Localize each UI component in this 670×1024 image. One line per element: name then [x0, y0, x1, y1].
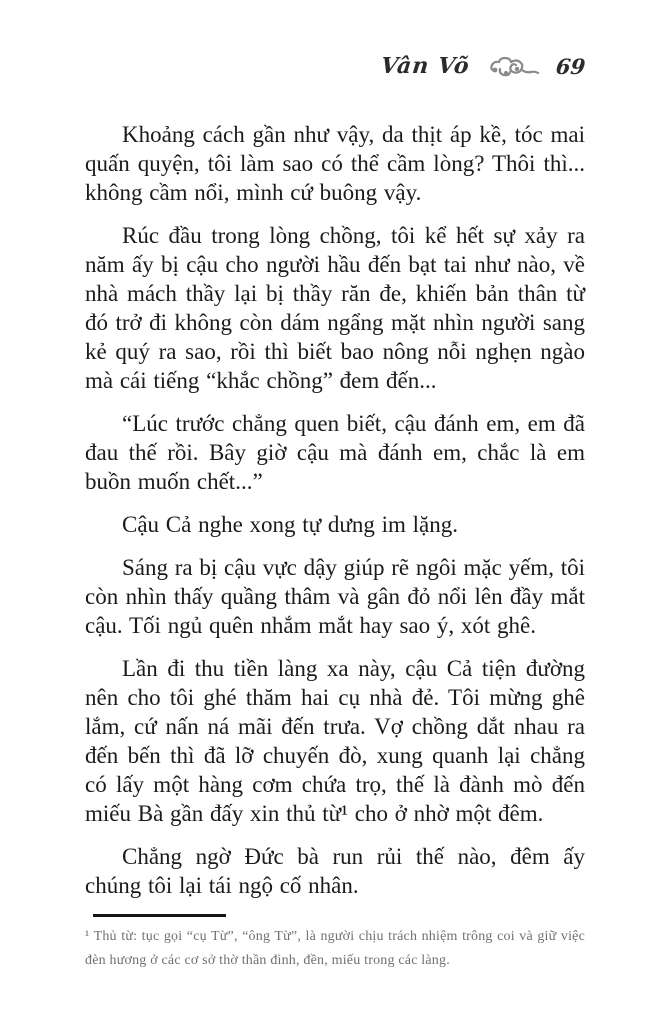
paragraph: Khoảng cách gần như vậy, da thịt áp kề, tóc mai quấn quyện, tôi làm sao có thể cầm lòng? Thôi thì... không cầm nổi, mình cứ buông vậy.: [85, 122, 585, 205]
footnote-rule: [93, 914, 226, 917]
running-title: Vân Võ: [379, 53, 472, 79]
paragraph: Sáng ra bị cậu vực dậy giúp rẽ ngôi mặc yếm, tôi còn nhìn thấy quầng thâm và gân đỏ nổi lên đầy mắt cậu. Tối ngủ quên nhắm mắt hay sao ý, xót ghê.: [85, 555, 585, 638]
footnote-block: [85, 914, 585, 973]
footnote-text: ¹ Thủ từ: tục gọi “cụ Từ”, “ông Từ”, là người chịu trách nhiệm trông coi và giữ việc đèn hương ở các cơ sở thờ thần đình, đền, miếu trong các làng.: [85, 929, 585, 968]
page-number: 69: [554, 53, 587, 79]
body-text: [85, 120, 585, 900]
page-header: [0, 0, 670, 82]
paragraph: Chẳng ngờ Đức bà run rủi thế nào, đêm ấy chúng tôi lại tái ngộ cố nhân.: [85, 844, 585, 898]
paragraph: “Lúc trước chẳng quen biết, cậu đánh em, em đã đau thế rồi. Bây giờ cậu mà đánh em, chắc là em buồn muốn chết...”: [85, 411, 585, 494]
cloud-scroll-ornament-icon: [486, 51, 540, 81]
paragraph: Cậu Cả nghe xong tự dưng im lặng.: [122, 512, 459, 537]
paragraph: Rúc đầu trong lòng chồng, tôi kể hết sự xảy ra năm ấy bị cậu cho người hầu đến bạt tai như nào, về nhà mách thầy lại bị thầy răn đe, khiến bản thân từ đó trở đi không còn dám ngẩng mặt nhìn người sang kẻ quý ra sao, rồi thì biết bao nông nỗi nghẹn ngào mà cái tiếng “khắc chồng” đem đến...: [85, 223, 585, 393]
paragraph: Lần đi thu tiền làng xa này, cậu Cả tiện đường nên cho tôi ghé thăm hai cụ nhà đẻ. Tôi mừng ghê lắm, cứ nấn ná mãi đến trưa. Vợ chồng dắt nhau ra đến bến thì đã lỡ chuyến đò, xung quanh lại chẳng có lấy một hàng cơm chứa trọ, thế là đành mò đến miếu Bà gần đấy xin thủ từ¹ cho ở nhờ một đêm.: [85, 656, 585, 826]
